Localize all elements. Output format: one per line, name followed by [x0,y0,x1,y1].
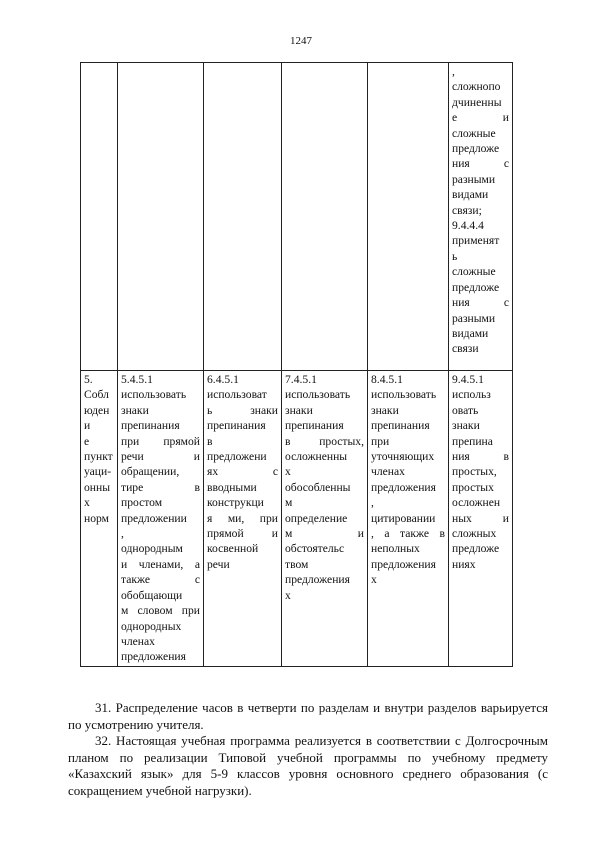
cell-line: е [84,434,90,448]
cell-line: предложении [121,511,187,525]
cell-line: прямой и [207,527,278,541]
cell-line: разными [452,311,496,325]
cell-line: обращении, [121,465,180,479]
cell-line: простом [121,496,163,510]
cell-line: предложени [207,450,267,464]
cell-line: членах [371,465,405,479]
cell-line: е и [452,111,509,125]
paragraph-32: 32. Настоящая учебная программа реализуется в соответствии с Долгосрочным планом по реализации Типовой учебной программы по учебному предмету «Казахский язык» для 5-9 классов уровня основного среднего образования (с сокращением учебной нагрузки). [68,733,548,798]
cell-line: , а также в [371,527,445,541]
cell-line: знаки [371,403,399,417]
cell-line: ь знаки [207,403,278,417]
cell-line: дчиненны [452,95,502,109]
cell-line: я ми, при [207,511,278,525]
cell-line: , [371,496,374,510]
cell-line: м словом при [121,604,200,618]
cell-line: препинания [207,419,266,433]
cell-line: однородных [121,619,182,633]
cell-line: косвенной [207,542,259,556]
curriculum-table [80,62,513,667]
cell-grade7 [282,371,368,667]
cell-line: м [285,496,293,510]
cell-line: предложения [371,480,436,494]
cell-text [285,372,364,603]
cell-line: препинания [121,419,180,433]
cell-line: знаки [121,403,149,417]
cell-line: использоват [207,388,267,402]
cell-line: использовать [371,388,437,402]
cell-grade9-continuation [449,63,513,371]
cell-line: 6.4.5.1 [207,373,239,386]
cell-line: конструкци [207,496,264,510]
cell-line: юдени [84,403,110,433]
cell-line: сложные [452,126,496,140]
cell-line: 7.4.5.1 [285,373,317,386]
cell-text [452,372,509,572]
cell-text [452,64,509,357]
cell-line: использовать [121,388,187,402]
cell-section [81,371,118,667]
cell-line: обособленны [285,480,351,494]
cell-line: м и [285,527,364,541]
page-number: 1247 [290,35,312,47]
cell-line: однородным [121,542,183,556]
cell-line: неполных [371,542,420,556]
cell-line: 8.4.5.1 [371,373,403,386]
cell-line: предложе [452,280,500,294]
cell-line: х [285,588,291,602]
cell-line: связи; [452,203,482,217]
cell-line: вводными [207,480,257,494]
table-row-continuation [81,63,513,371]
cell-line: использовать [285,388,351,402]
cell-line: определение [285,511,348,525]
cell-line: , [121,527,124,541]
cell-line: овать [452,403,479,417]
cell-line: также с [121,573,200,587]
cell-line: сложные [452,265,496,279]
cell-line: сложнопо [452,80,501,94]
cell-grade5 [118,371,204,667]
cell-line: разными [452,172,496,186]
cell-line: препинания [285,419,344,433]
cell-line: знаки [452,419,480,433]
cell-line: осложненны [285,450,348,464]
cell-grade9 [449,371,513,667]
cell-line: пункт [84,450,113,464]
cell-line: ниях [452,557,476,571]
cell-line: в простых, [285,434,364,448]
cell-line: уаци- [84,465,112,479]
cell-text [371,372,445,588]
cell-line: речи [207,557,230,571]
cell-grade8 [368,371,449,667]
cell-line: связи [452,342,479,356]
cell-line: предложе [452,542,500,556]
cell-line: предложения [285,573,350,587]
cell-line: при [371,434,390,448]
cell-line: х [285,465,291,479]
cell-line: ь [452,249,458,263]
cell-line: знаки [285,403,313,417]
cell-line: членах [121,634,155,648]
cell-line: ных и [452,511,509,525]
cell-line: обстоятельс [285,542,345,556]
cell-empty-5 [368,63,449,371]
cell-line: и членами, а [121,557,200,571]
cell-line: ния с [452,296,509,310]
cell-line: предложения [371,557,436,571]
cell-line: х [371,573,377,587]
cell-grade6 [204,371,282,667]
cell-text [121,372,200,665]
table-row-punctuation [81,371,513,667]
cell-empty-1 [81,63,118,371]
cell-empty-2 [118,63,204,371]
cell-line: сложных [452,527,497,541]
cell-line: осложнен [452,496,501,510]
cell-line: 5. [84,373,93,386]
cell-line: препина [452,434,493,448]
cell-empty-4 [282,63,368,371]
cell-line: ния в [452,450,509,464]
cell-text [84,372,114,526]
cell-text [207,372,278,572]
cell-line: уточняющих [371,450,435,464]
cell-line: предложения [121,650,186,664]
cell-line: ях с [207,465,278,479]
cell-line: норм [84,511,109,525]
cell-line: предложе [452,142,500,156]
cell-line: онных [84,480,110,510]
cell-line: в [207,434,213,448]
cell-line: , [452,65,455,78]
cell-line: простых [452,480,494,494]
cell-line: простых, [452,465,497,479]
cell-line: Собл [84,388,109,402]
paragraph-31: 31. Распределение часов в четверти по разделам и внутри разделов варьируется по усмотрению учителя. [68,700,548,732]
cell-line: использ [452,388,491,402]
cell-line: цитировании [371,511,436,525]
cell-line: 9.4.4.4 [452,219,484,233]
cell-empty-3 [204,63,282,371]
cell-line: речи и [121,450,200,464]
cell-line: тире в [121,480,200,494]
cell-line: видами [452,326,489,340]
cell-line: препинания [371,419,430,433]
cell-line: 9.4.5.1 [452,373,484,386]
cell-line: при прямой [121,434,200,448]
cell-line: применят [452,234,500,248]
cell-line: обобщающи [121,588,183,602]
cell-line: ния с [452,157,509,171]
cell-line: видами [452,188,489,202]
cell-line: 5.4.5.1 [121,373,153,386]
cell-line: твом [285,557,309,571]
